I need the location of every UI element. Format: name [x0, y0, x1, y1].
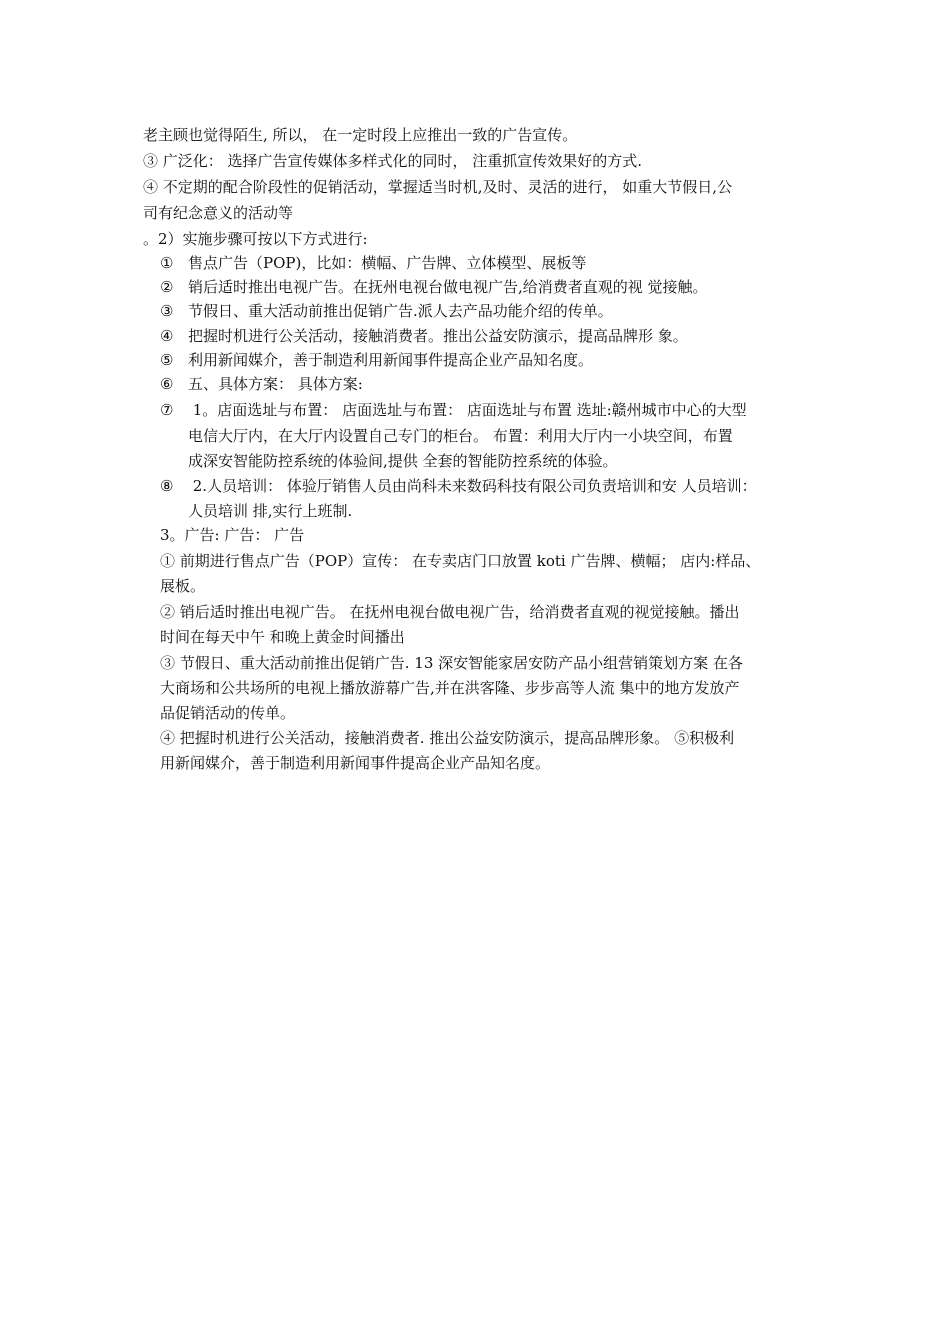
list-marker: ⑦: [160, 401, 174, 419]
paragraph-line: ② 销后适时推出电视广告。 在抚州电视台做电视广告，给消费者直观的视觉接触。播出: [160, 603, 740, 621]
list-item: [160, 298, 613, 324]
list-item-text: 销后适时推出电视广告。在抚州电视台做电视广告,给消费者直观的视 觉接触。: [188, 278, 708, 296]
list-item-text: 1。店面选址与布置： 店面选址与布置： 店面选址与布置 选址:赣州城市中心的大型: [188, 401, 747, 419]
paragraph-line: 时间在每天中午 和晚上黄金时间播出: [160, 628, 405, 646]
list-item-continuation: 电信大厅内，在大厅内设置自己专门的柜台。 布置：利用大厅内一小块空间，布置: [188, 427, 733, 445]
list-marker: ⑥: [160, 375, 174, 393]
list-item-continuation: 人员培训 排,实行上班制.: [188, 502, 353, 520]
list-item-text: 利用新闻媒介，善于制造利用新闻事件提高企业产品知名度。: [188, 351, 594, 369]
list-item-text: 五、具体方案： 具体方案:: [188, 375, 363, 393]
paragraph-line: 展板。: [160, 577, 206, 595]
list-item-text: 售点广告（POP)，比如：横幅、广告牌、立体模型、展板等: [188, 254, 587, 272]
paragraph-line: ④ 不定期的配合阶段性的促销活动，掌握适当时机,及时、灵活的进行， 如重大节假日,公: [143, 178, 733, 196]
paragraph-line: 用新闻媒介，善于制造利用新闻事件提高企业产品知名度。: [160, 754, 551, 772]
list-marker: ②: [160, 278, 174, 296]
paragraph-line: 司有纪念意义的活动等: [143, 204, 294, 222]
list-item: [160, 323, 688, 349]
paragraph-line: 老主顾也觉得陌生, 所以， 在一定时段上应推出一致的广告宣传。: [143, 126, 578, 144]
paragraph-line: ③ 节假日、重大活动前推出促销广告. 13 深安智能家居安防产品小组营销策划方案 在各: [160, 654, 743, 672]
list-marker: ⑤: [160, 351, 174, 369]
list-marker: ④: [160, 327, 174, 345]
section-heading: 3。广告: 广告： 广告: [160, 526, 305, 544]
list-item: [160, 371, 363, 397]
paragraph-line: ① 前期进行售点广告（POP）宣传： 在专卖店门口放置 koti 广告牌、横幅； 店内:样品、: [160, 552, 761, 570]
list-item: [160, 473, 757, 499]
paragraph-line: 品促销活动的传单。: [160, 704, 296, 722]
list-marker: ③: [160, 302, 174, 320]
paragraph-line: ③ 广泛化： 选择广告宣传媒体多样式化的同时， 注重抓宣传效果好的方式.: [143, 152, 643, 170]
list-marker: ①: [160, 254, 174, 272]
list-marker: ⑧: [160, 477, 174, 495]
list-item-text: 2.人员培训： 体验厅销售人员由尚科未来数码科技有限公司负责培训和安 人员培训：: [188, 477, 757, 495]
list-item-text: 节假日、重大活动前推出促销广告.派人去产品功能介绍的传单。: [188, 302, 613, 320]
list-item-continuation: 成深安智能防控系统的体验间,提供 全套的智能防控系统的体验。: [188, 452, 618, 470]
paragraph-line: ④ 把握时机进行公关活动，接触消费者. 推出公益安防演示，提高品牌形象。 ⑤积极利: [160, 729, 735, 747]
paragraph-line: 大商场和公共场所的电视上播放游幕广告,并在洪客隆、步步高等人流 集中的地方发放产: [160, 679, 740, 697]
paragraph-line: 。2）实施步骤可按以下方式进行:: [143, 230, 368, 248]
list-item: [160, 397, 747, 423]
list-item: [160, 250, 586, 276]
list-item: [160, 347, 593, 373]
list-item: [160, 274, 708, 300]
list-item-text: 把握时机进行公关活动，接触消费者。推出公益安防演示，提高品牌形 象。: [188, 327, 688, 345]
